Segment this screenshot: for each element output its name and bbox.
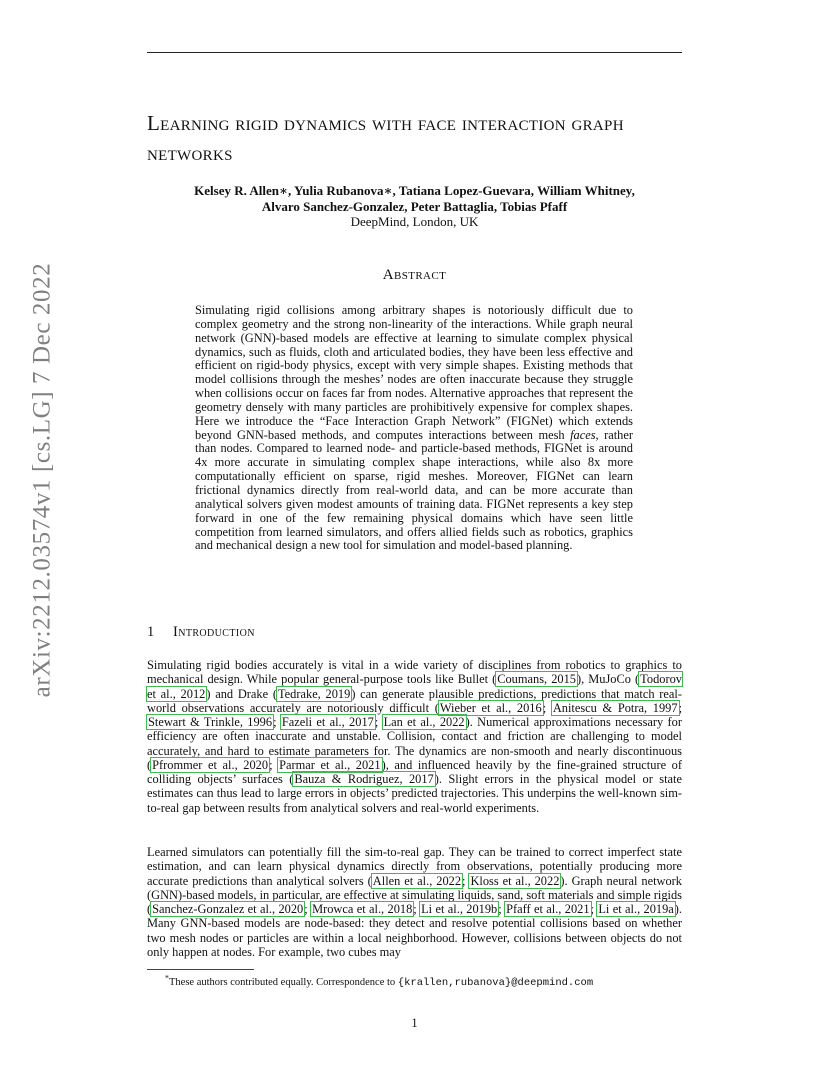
citation-text[interactable]: Fazeli et al., 2017: [281, 715, 374, 729]
citation-text[interactable]: Pfaff et al., 2021: [506, 902, 590, 916]
body-text: ). Numerical approximations necessary for efficiency are often inaccurate and unstable. Collision, contact and friction are challenging to model accurately, and hard to estimate parameters for. The dynamics are non-smooth and nearly discontinuous (: [147, 715, 682, 772]
citation-text[interactable]: Pfrommer et al., 2020: [152, 757, 269, 772]
citation-text[interactable]: Stewart & Trinkle, 1996: [148, 715, 273, 729]
abstract-body: [195, 304, 633, 553]
abstract-text: Simulating rigid collisions among arbitrary shapes is notoriously difficult due to complex geometry and the strong non-linearity of the interactions. While graph neural network (GNN)-based models are effective at learning to simulate complex physical dynamics, such as fluids, cloth and articulated bodies, they have been less effective and efficient on rigid-body physics, except with very simple shapes. Existing methods that model collisions through the meshes’ nodes are often inaccurate because they struggle when collisions occur on faces far from nodes. Alternative approaches that represent the geometry densely with many particles are prohibitively expensive for complex shapes. Here we introduce the “Face Interaction Graph Network” (FIGNet) which extends beyond GNN-based methods, and computes interactions between mesh: [195, 303, 633, 442]
body-text: ;: [374, 715, 383, 729]
citation-text[interactable]: Coumans, 2015: [497, 672, 576, 687]
body-text: Simulating rigid bodies accurately is vital in a wide variety of disciplines from robotics to graphics to mechanical design. While popular general-purpose tools like Bullet (: [147, 658, 682, 687]
authors-line-2: Alvaro Sanchez-Gonzalez, Peter Battaglia, Tobias Pfaff: [261, 198, 568, 214]
body-text: ) can generate plausible predictions, predictions that match real-world observations accurately are notoriously difficult (: [147, 686, 682, 715]
body-text: ;: [273, 715, 281, 729]
section-number: 1: [147, 624, 155, 640]
citation-text[interactable]: Allen et al., 2022: [372, 873, 462, 888]
body-text: ;: [498, 902, 506, 916]
citation-text[interactable]: Li et al., 2019b: [421, 902, 498, 916]
citation-text[interactable]: Wieber et al., 2016: [439, 700, 542, 715]
footnote: [147, 973, 682, 990]
paper-title: Learning rigid dynamics with face interaction graph networks: [147, 111, 624, 165]
citation-link[interactable]: [277, 687, 351, 701]
citation-text[interactable]: Mrowca et al., 2018: [312, 902, 413, 916]
citation-link[interactable]: [552, 701, 679, 715]
footnote-mark: *: [165, 973, 169, 983]
footnote-text: These authors contributed equally. Correspondence to: [169, 977, 398, 988]
body-text: ;: [304, 902, 312, 916]
citation-link[interactable]: [151, 758, 269, 772]
body-text: ), MuJoCo (: [576, 672, 640, 687]
citation-text[interactable]: Bauza & Rodriguez, 2017: [294, 772, 434, 786]
intro-paragraph-2: [147, 845, 682, 959]
body-text: ), and influenced heavily by the fine-grained structure of colliding objects’ surfaces (: [147, 757, 682, 786]
body-text: ). Many GNN-based models are node-based: they detect and resolve potential collisions based on whether two mesh nodes or particles are within a local neighborhood. However, collisions between objects do not only happen at nodes. For example, two cubes may: [147, 902, 683, 959]
citation-link[interactable]: [151, 902, 304, 916]
body-text: ) and Drake (: [206, 686, 277, 701]
body-text: ). Slight errors in the physical model or state estimates can thus lead to large errors in objects’ predicted trajectories. This underpins the well-known sim-to-real gap between results from analytical solvers and real-world experiments.: [147, 772, 683, 815]
citation-link[interactable]: [496, 672, 577, 686]
intro-paragraph-1: [147, 658, 682, 815]
authors-line-1: Kelsey R. Allen∗, Yulia Rubanova∗, Tatiana Lopez-Guevara, William Whitney,: [194, 183, 635, 198]
abstract-text: , rather than nodes. Compared to learned node- and particle-based methods, FIGNet is around 4x more accurate in simulating complex shape interactions, while also 8x more computationally efficient on sparse, rigid meshes. Moreover, FIGNet can learn frictional dynamics directly from real-world data, and can be more accurate than analytical solvers given modest amounts of training data. FIGNet represents a key step forward in one of the few remaining physical domains which have seen little competition from learned simulators, and offers allied fields such as robotics, graphics and mechanical design a new tool for simulation and model-based planning.: [195, 427, 633, 553]
citation-link[interactable]: [420, 902, 498, 916]
citation-link[interactable]: [311, 902, 413, 916]
body-text: Learned simulators can potentially fill the sim-to-real gap. They can be trained to correct imperfect state estimation, and can learn physical dynamics directly from observations, potentially producing more accurate predictions than analytical solvers (: [147, 845, 682, 888]
section-title: Introduction: [173, 624, 255, 640]
affiliation: DeepMind, London, UK: [350, 214, 479, 229]
section-heading-introduction: [147, 624, 255, 641]
body-text: ;: [413, 902, 421, 916]
body-text: ;: [678, 700, 683, 715]
citation-text[interactable]: Tedrake, 2019: [277, 686, 351, 701]
citation-text[interactable]: Li et al., 2019a: [598, 902, 674, 916]
citation-link[interactable]: [439, 701, 543, 715]
abstract-heading: Abstract: [382, 267, 447, 283]
body-text: ;: [269, 757, 279, 772]
arxiv-identifier: arXiv:2212.03574v1 [cs.LG] 7 Dec 2022: [28, 262, 55, 698]
citation-text[interactable]: Todorov et al., 2012: [147, 672, 682, 701]
citation-link[interactable]: [278, 758, 381, 772]
author-block: [147, 183, 682, 230]
body-text: ;: [462, 873, 470, 888]
citation-link[interactable]: [293, 772, 434, 786]
arxiv-identifier-stamp: [14, 262, 70, 698]
citation-link[interactable]: [469, 874, 560, 888]
body-text: ). Graph neural network (GNN)-based models, in particular, are effective at simulating liquids, sand, soft materials and simple rigids (: [147, 873, 683, 916]
body-text: ;: [590, 902, 598, 916]
citation-text[interactable]: Kloss et al., 2022: [470, 873, 560, 888]
citation-text[interactable]: Parmar et al., 2021: [279, 757, 381, 772]
footnote-rule: [147, 969, 254, 970]
citation-text[interactable]: Anitescu & Potra, 1997: [552, 700, 678, 715]
citation-link[interactable]: [147, 715, 273, 729]
citation-link[interactable]: [372, 874, 462, 888]
correspondence-email[interactable]: {krallen,rubanova}@deepmind.com: [397, 977, 594, 989]
citation-text[interactable]: Lan et al., 2022: [383, 715, 465, 729]
top-rule: [147, 52, 682, 53]
citation-text[interactable]: Sanchez-Gonzalez et al., 2020: [152, 902, 304, 916]
citation-link[interactable]: [597, 902, 674, 916]
citation-link[interactable]: [383, 715, 466, 729]
citation-link[interactable]: [505, 902, 590, 916]
page-number: 1: [411, 1016, 418, 1030]
body-text: ;: [542, 700, 552, 715]
citation-link[interactable]: [281, 715, 375, 729]
abstract-emphasis: faces: [570, 427, 596, 442]
